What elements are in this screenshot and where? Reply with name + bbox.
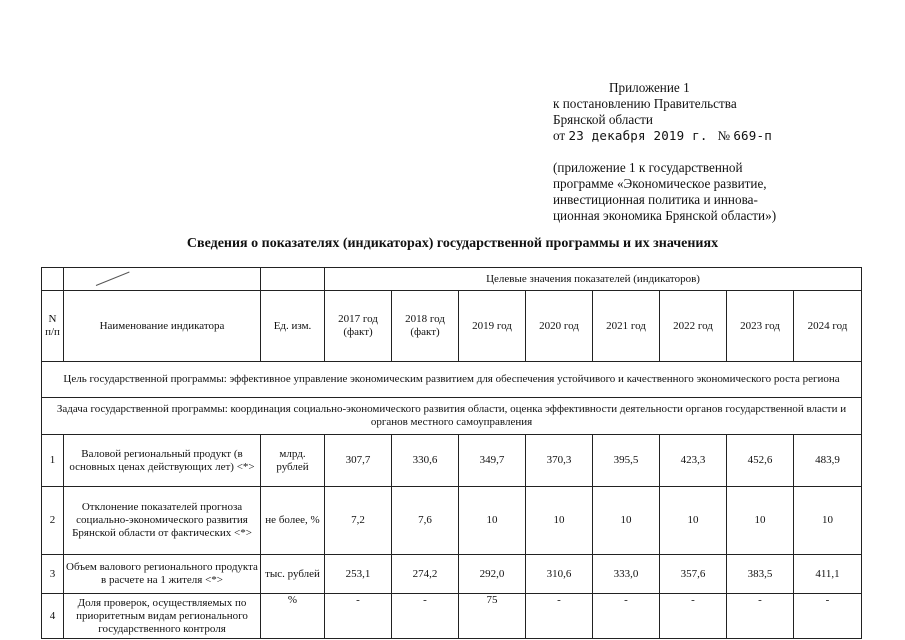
value-cell: 411,1 <box>794 555 862 594</box>
indicator-unit: не более, % <box>261 487 325 555</box>
value-cell: 253,1 <box>325 555 392 594</box>
value-cell: 370,3 <box>526 435 593 487</box>
col-header-year: 2020 год <box>526 291 593 362</box>
row-number: 1 <box>42 435 64 487</box>
col-header-name: Наименование индикатора <box>64 291 261 362</box>
value-cell: 330,6 <box>392 435 459 487</box>
value-cell: - <box>392 594 459 639</box>
value-cell: 10 <box>593 487 660 555</box>
appendix-line-3: Брянской области <box>553 112 653 127</box>
resolution-date: 23 декабря 2019 г. <box>568 128 708 143</box>
table-row <box>42 487 862 555</box>
indicator-unit: % <box>261 594 325 639</box>
table-header-row <box>42 291 862 362</box>
indicators-table <box>41 267 862 639</box>
col-header-year: 2021 год <box>593 291 660 362</box>
table-row <box>42 594 862 639</box>
task-row <box>42 398 862 435</box>
value-cell: 349,7 <box>459 435 526 487</box>
value-cell: 452,6 <box>727 435 794 487</box>
value-cell: 274,2 <box>392 555 459 594</box>
col-header-number: N п/п <box>42 291 64 362</box>
col-header-year: 2017 год (факт) <box>325 291 392 362</box>
col-header-year: 2022 год <box>660 291 727 362</box>
value-cell: 483,9 <box>794 435 862 487</box>
indicator-unit: млрд. рублей <box>261 435 325 487</box>
header-empty-cell <box>42 268 64 291</box>
appendix-date-line <box>553 128 893 144</box>
value-cell: 10 <box>727 487 794 555</box>
targets-header: Целевые значения показателей (индикаторов) <box>325 268 862 291</box>
row-number: 2 <box>42 487 64 555</box>
value-cell: 357,6 <box>660 555 727 594</box>
col-header-year: 2018 год (факт) <box>392 291 459 362</box>
appendix-note-1: (приложение 1 к государственной <box>553 160 743 175</box>
indicator-unit: тыс. рублей <box>261 555 325 594</box>
task-text: Задача государственной программы: координация социально-экономического развития области, оценка эффективности деятельности органов государственной власти и органов местного самоуправления <box>42 398 862 435</box>
value-cell: 333,0 <box>593 555 660 594</box>
value-cell: - <box>660 594 727 639</box>
value-cell: - <box>727 594 794 639</box>
appendix-note-3: инвестиционная политика и иннова- <box>553 192 758 207</box>
row-number: 3 <box>42 555 64 594</box>
value-cell: 395,5 <box>593 435 660 487</box>
value-cell: 10 <box>794 487 862 555</box>
indicator-name: Валовой региональный продукт (в основных ценах действующих лет) <*> <box>64 435 261 487</box>
appendix-note-4: ционная экономика Брянской области») <box>553 208 777 223</box>
value-cell: 383,5 <box>727 555 794 594</box>
goal-row <box>42 362 862 398</box>
row-number: 4 <box>42 594 64 639</box>
table-row <box>42 435 862 487</box>
col-header-unit: Ед. изм. <box>261 291 325 362</box>
appendix-block <box>553 80 893 224</box>
col-header-year: 2019 год <box>459 291 526 362</box>
value-cell: 7,6 <box>392 487 459 555</box>
goal-text: Цель государственной программы: эффективное управление экономическим развитием для обеспечения устойчивого и качественного экономического роста региона <box>42 362 862 398</box>
value-cell: 423,3 <box>660 435 727 487</box>
resolution-number: 669-п <box>733 128 772 143</box>
indicator-name: Отклонение показателей прогноза социально-экономического развития Брянской области от фактических <*> <box>64 487 261 555</box>
value-cell: 10 <box>459 487 526 555</box>
appendix-line-2: к постановлению Правительства <box>553 96 737 111</box>
col-header-year: 2024 год <box>794 291 862 362</box>
value-cell: 292,0 <box>459 555 526 594</box>
appendix-note-2: программе «Экономическое развитие, <box>553 176 767 191</box>
value-cell: 307,7 <box>325 435 392 487</box>
value-cell: - <box>593 594 660 639</box>
value-cell: 10 <box>660 487 727 555</box>
value-cell: 310,6 <box>526 555 593 594</box>
header-empty-cell <box>261 268 325 291</box>
number-label: № <box>717 128 731 143</box>
header-slash-cell <box>64 268 261 291</box>
table-row <box>42 555 862 594</box>
pen-stroke-mark <box>96 272 130 286</box>
value-cell: - <box>526 594 593 639</box>
value-cell: 7,2 <box>325 487 392 555</box>
value-cell: 75 <box>459 594 526 639</box>
indicator-name: Объем валового регионального продукта в расчете на 1 жителя <*> <box>64 555 261 594</box>
date-prefix: от <box>553 128 566 143</box>
value-cell: 10 <box>526 487 593 555</box>
col-header-year: 2023 год <box>727 291 794 362</box>
value-cell: - <box>794 594 862 639</box>
table-header-row-top <box>42 268 862 291</box>
value-cell: - <box>325 594 392 639</box>
document-title: Сведения о показателях (индикаторах) государственной программы и их значениях <box>186 236 719 251</box>
appendix-line-1: Приложение 1 <box>609 80 690 95</box>
indicator-name: Доля проверок, осуществляемых по приоритетным видам регионального государственного контроля <box>64 594 261 639</box>
